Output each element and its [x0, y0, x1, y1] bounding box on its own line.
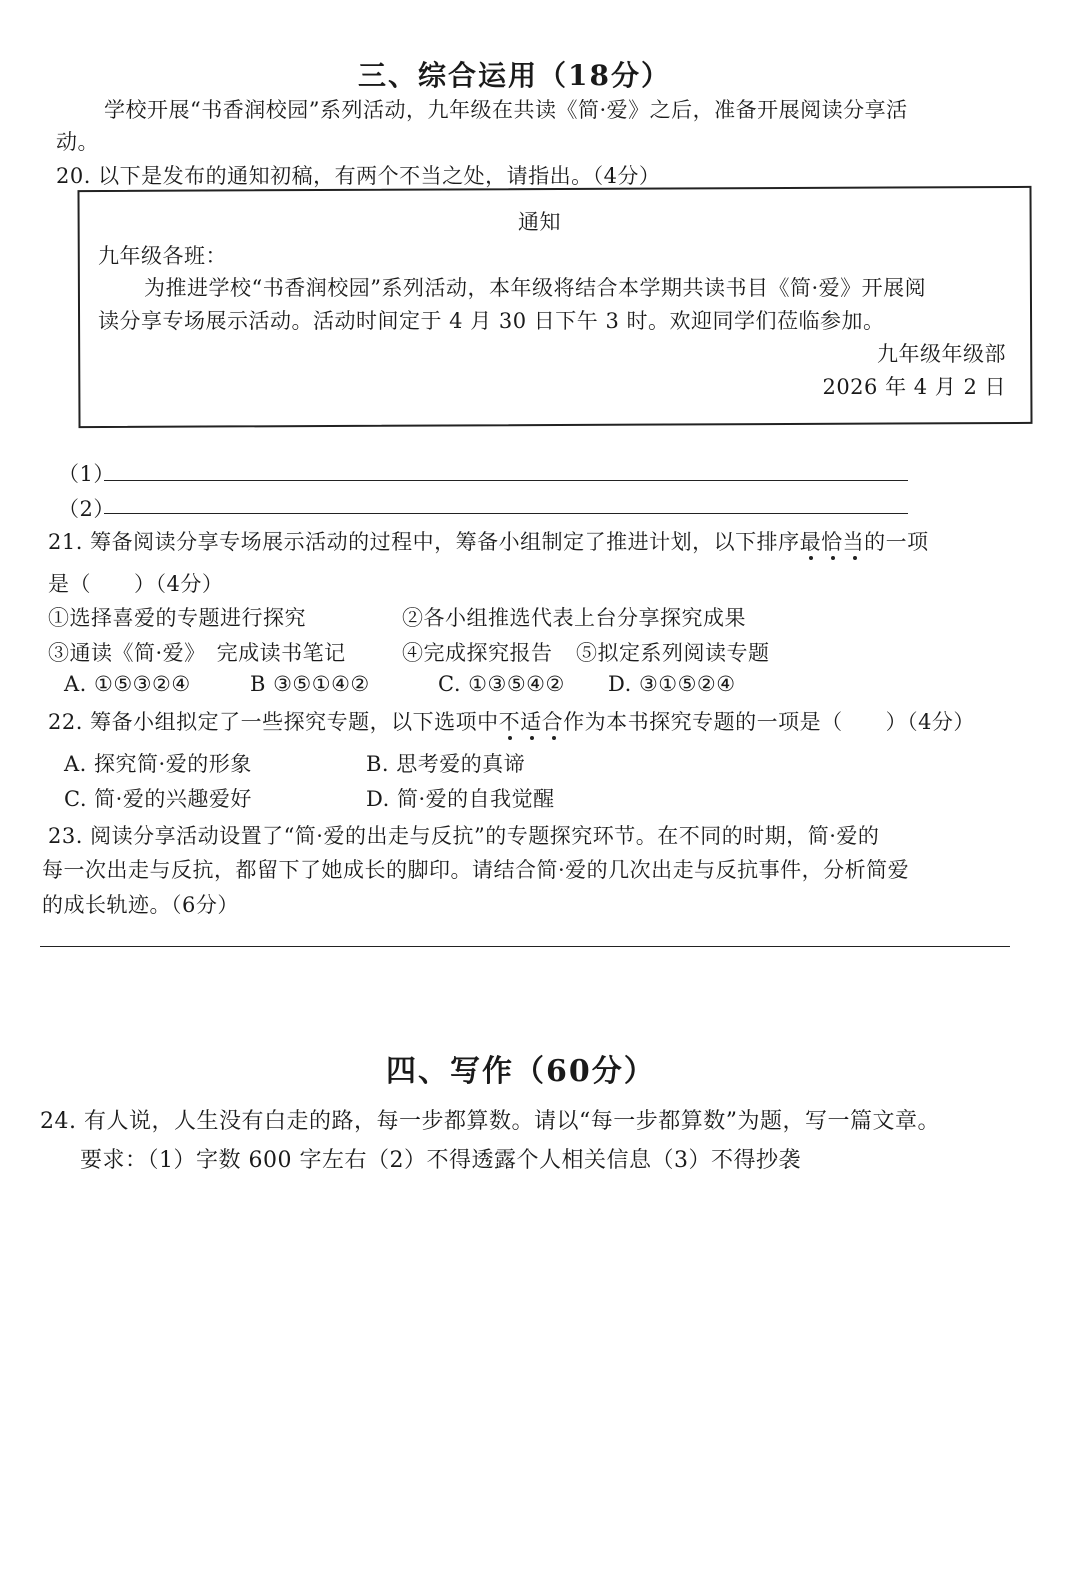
q21-emphasis: [800, 530, 865, 554]
notice-body-line1: 为推进学校“书香润校园”系列活动，本年级将结合本学期共读书目《简·爱》开展阅: [144, 276, 927, 300]
q22-option-c: C. 简·爱的兴趣爱好: [64, 787, 252, 811]
q22-option-b: B. 思考爱的真谛: [366, 752, 526, 776]
q23-line3: 的成长轨迹。（6分）: [42, 893, 239, 917]
emphasis-dots: [800, 556, 865, 560]
section3-intro-line1: 学校开展“书香润校园”系列活动，九年级在共读《简·爱》之后，准备开展阅读分享活: [104, 98, 908, 122]
q22-option-a: A. 探究简·爱的形象: [64, 752, 252, 776]
answer-label-1: （1）: [58, 462, 115, 486]
answer-label-2: （2）: [58, 497, 115, 521]
notice-signature: 九年级年级部: [877, 342, 1006, 366]
q22-stem-part-a: 22. 筹备小组拟定了一些探究专题，以下选项中: [48, 710, 499, 734]
q22-emphasis: [499, 710, 564, 734]
q22-stem: [48, 706, 975, 736]
notice-date: 2026 年 4 月 2 日: [822, 375, 1006, 399]
q21-stem-part-b: 的一项: [864, 530, 929, 554]
q21-emphasis-text: 最恰当: [799, 530, 865, 554]
section3-title: 三、综合运用（18分）: [358, 59, 671, 92]
q21-option-b: B ③⑤①④②: [250, 672, 370, 696]
q22-emphasis-text: 不适合: [498, 710, 564, 734]
q21-option-c: C. ①③⑤④②: [438, 672, 565, 696]
q21-item-4: ④完成探究报告: [402, 641, 553, 665]
q21-item-1: ①选择喜爱的专题进行探究: [48, 606, 306, 630]
q23-answer-line[interactable]: [40, 946, 1010, 947]
answer-line-1[interactable]: [104, 480, 908, 481]
q21-stem-part-a: 21. 筹备阅读分享专场展示活动的过程中，筹备小组制定了推进计划，以下排序: [48, 530, 800, 554]
q20-stem: 20. 以下是发布的通知初稿，有两个不当之处，请指出。（4分）: [56, 164, 661, 188]
notice-greeting: 九年级各班：: [98, 244, 227, 268]
q21-stem-line2: 是（ ）（4分）: [48, 572, 224, 596]
q21-item-2: ②各小组推选代表上台分享探究成果: [402, 606, 746, 630]
section4-title: 四、写作（60分）: [386, 1054, 656, 1089]
q21-stem-line1: [48, 526, 929, 556]
q21-option-d: D. ③①⑤②④: [608, 672, 736, 696]
q21-item-3: ③通读《简·爱》 完成读书笔记: [48, 641, 346, 665]
notice-body-line2: 读分享专场展示活动。活动时间定于 4 月 30 日下午 3 时。欢迎同学们莅临参加。: [98, 309, 885, 333]
q23-line1: 23. 阅读分享活动设置了“简·爱的出走与反抗”的专题探究环节。在不同的时期，简·爱的: [48, 824, 880, 848]
q21-item-5: ⑤拟定系列阅读专题: [576, 641, 770, 665]
q21-option-a: A. ①⑤③②④: [64, 672, 191, 696]
q24-line1: 24. 有人说，人生没有白走的路，每一步都算数。请以“每一步都算数”为题，写一篇文章。: [40, 1109, 940, 1134]
q22-stem-part-b: 作为本书探究专题的一项是（ ）（4分）: [563, 710, 975, 734]
emphasis-dots: [499, 736, 564, 740]
answer-line-2[interactable]: [104, 513, 908, 514]
q22-option-d: D. 简·爱的自我觉醒: [366, 787, 555, 811]
section3-intro-line2: 动。: [56, 130, 99, 154]
q23-line2: 每一次出走与反抗，都留下了她成长的脚印。请结合简·爱的几次出走与反抗事件，分析简爱: [42, 858, 910, 882]
q24-line2: 要求：（1）字数 600 字左右（2）不得透露个人相关信息（3）不得抄袭: [80, 1148, 801, 1173]
notice-title: 通知: [518, 210, 561, 234]
